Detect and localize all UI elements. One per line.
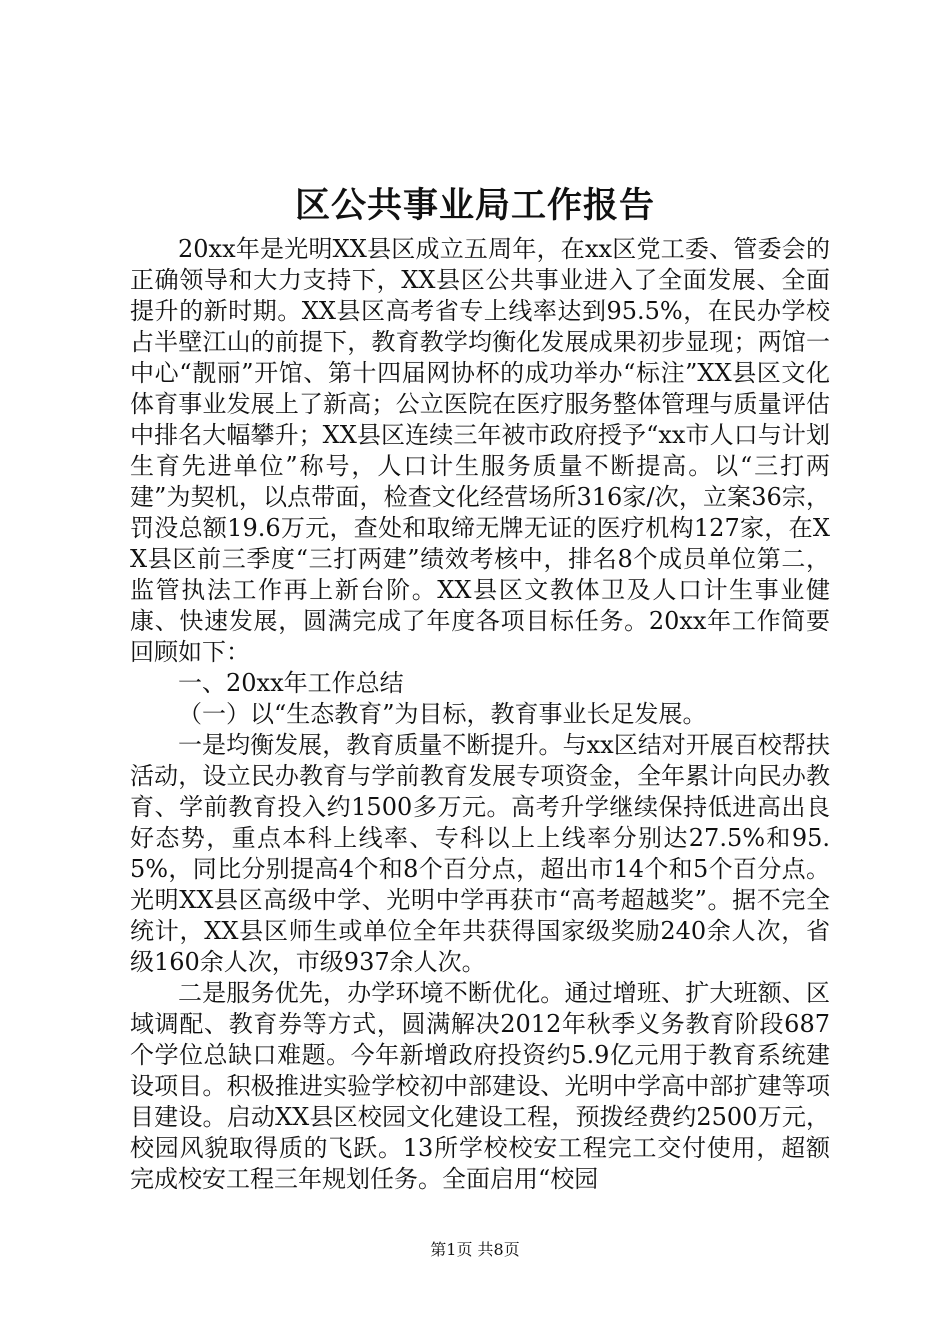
education-quality-paragraph: 一是均衡发展，教育质量不断提升。与xx区结对开展百校帮扶活动，设立民办教育与学前教育发展专项资金，全年累计向民办教育、学前教育投入约1500多万元。高考升学继续保持低进高出良好态势，重点本科上线率、专科以上上线率分别达27.5%和95.5%，同比分别提高4个和8个百分点，超出市14个和5个百分点。光明XX县区高级中学、光明中学再获市“高考超越奖”。据不完全统计，XX县区师生或单位全年共获得国家级奖励240余人次，省级160余人次，市级937余人次。: [130, 731, 830, 976]
subsection-heading: （一）以“生态教育”为目标，教育事业长足发展。: [178, 700, 707, 728]
intro-paragraph: 20xx年是光明XX县区成立五周年，在xx区党工委、管委会的正确领导和大力支持下，XX县区公共事业进入了全面发展、全面提升的新时期。XX县区高考省专上线率达到95.5%，在民办学校占半壁江山的前提下，教育教学均衡化发展成果初步显现；两馆一中心“靓丽”开馆、第十四届网协杯的成功举办“标注”XX县区文化体育事业发展上了新高；公立医院在医疗服务整体管理与质量评估中排名大幅攀升；XX县区连续三年被市政府授予“xx市人口与计划生育先进单位”称号，人口计生服务质量不断提高。以“三打两建”为契机，以点带面，检查文化经营场所316家/次，立案36宗，罚没总额19.6万元，查处和取缔无牌无证的医疗机构127家，在XX县区前三季度“三打两建”绩效考核中，排名8个成员单位第二，监管执法工作再上新台阶。XX县区文教体卫及人口计生事业健康、快速发展，圆满完成了年度各项目标任务。20xx年工作简要回顾如下：: [130, 235, 830, 666]
page-number-footer: 第1页 共8页: [430, 1240, 520, 1259]
document-body: [130, 234, 830, 1195]
document-title: 区公共事业局工作报告: [294, 185, 655, 226]
section-heading: 一、20xx年工作总结: [178, 669, 404, 697]
school-environment-paragraph: 二是服务优先，办学环境不断优化。通过增班、扩大班额、区域调配、教育券等方式，圆满解决2012年秋季义务教育阶段687个学位总缺口难题。今年新增政府投资约5.9亿元用于教育系统建设项目。积极推进实验学校初中部建设、光明中学高中部扩建等项目建设。启动XX县区校园文化建设工程，预拨经费约2500万元，校园风貌取得质的飞跃。13所学校校安工程完工交付使用，超额完成校安工程三年规划任务。全面启用“校园: [130, 979, 830, 1193]
